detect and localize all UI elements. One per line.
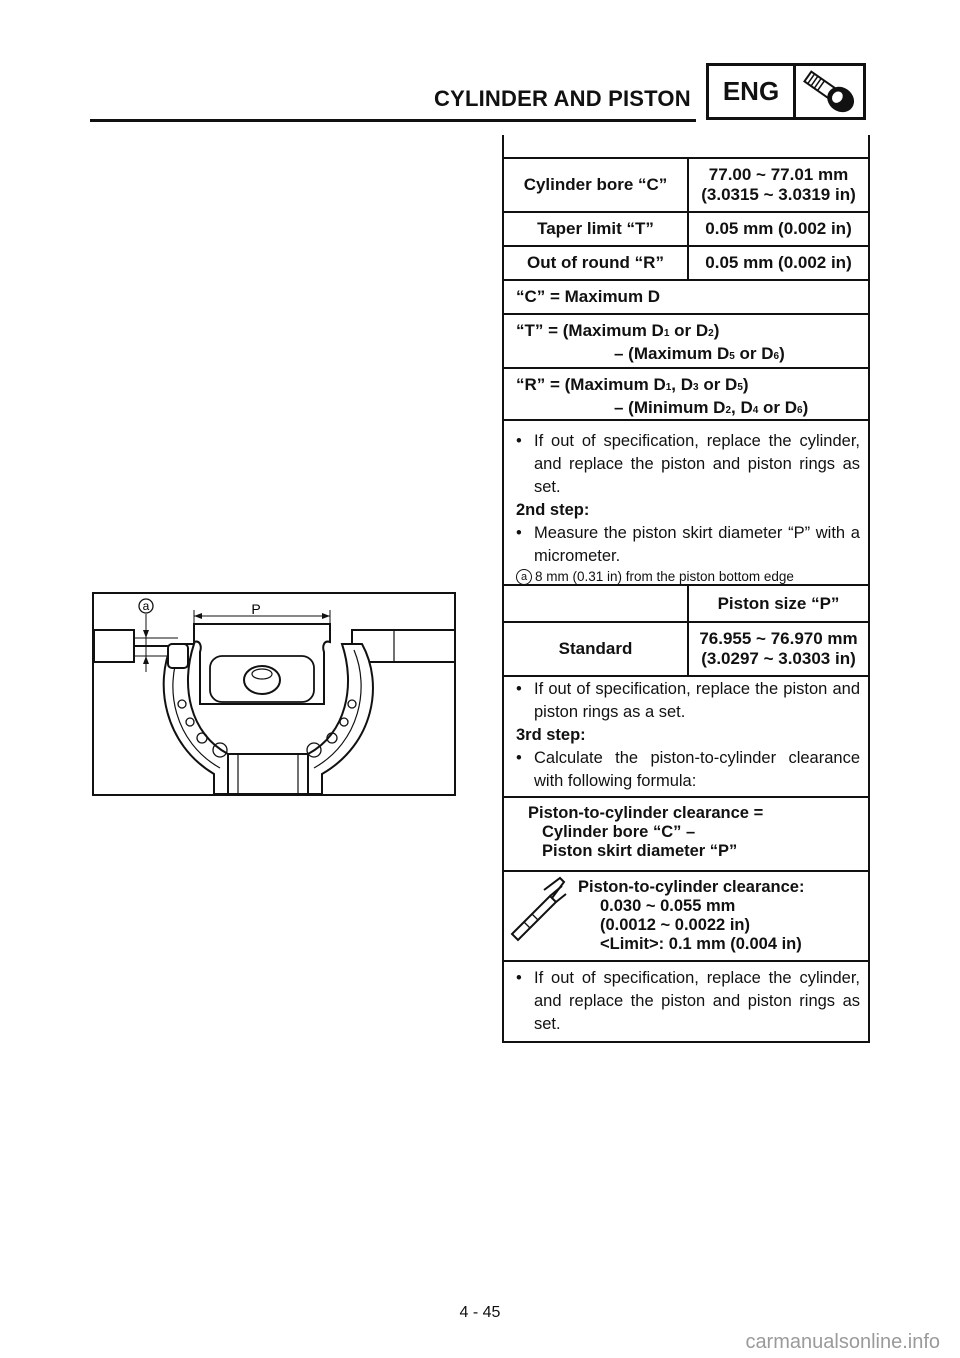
section-title: CYLINDER AND PISTON	[434, 86, 691, 111]
page-number: 4 - 45	[459, 1304, 501, 1321]
instructions-block-2	[516, 678, 860, 793]
piston-size-value: 76.955 ~ 76.970 mm (3.0297 ~ 3.0303 in)	[699, 629, 858, 668]
wrench-icon	[796, 66, 863, 117]
taper-limit-label: Taper limit “T”	[504, 213, 689, 245]
divider	[504, 675, 868, 677]
micrometer-figure	[92, 592, 456, 796]
bullet-measure-skirt: • Measure the piston skirt diameter “P” with a micrometer.	[516, 522, 860, 568]
bullet-replace-piston: • If out of specification, replace the piston and piston rings as a set.	[516, 678, 860, 724]
formula-r: “R” = (Maximum D1, D3 or D5) – (Minimum D2, D4 or D6)	[504, 367, 868, 419]
label-p: P	[251, 601, 261, 617]
formula-line-2: Cylinder bore “C” –	[542, 823, 696, 841]
formula-t: “T” = (Maximum D1 or D2) – (Maximum D5 or D6)	[504, 313, 868, 367]
eng-label: ENG	[709, 66, 796, 117]
cylinder-bore-value: 77.00 ~ 77.01 mm (3.0315 ~ 3.0319 in)	[701, 165, 856, 204]
table-row	[504, 211, 868, 245]
table-row	[504, 245, 868, 279]
divider	[504, 960, 868, 962]
taper-limit-value: 0.05 mm (0.002 in)	[705, 219, 852, 238]
spec-line-1: Piston-to-cylinder clearance:	[578, 878, 805, 896]
cylinder-bore-label: Cylinder bore “C”	[504, 159, 689, 211]
callout-a-icon: a	[516, 569, 532, 585]
bullet-calculate-clearance: • Calculate the piston-to-cylinder clearance with following formula:	[516, 747, 860, 793]
piston-size-header: Piston size “P”	[717, 593, 840, 613]
spec-line-2: 0.030 ~ 0.055 mm	[600, 897, 736, 915]
bullet-replace-cylinder: • If out of specification, replace the cylinder, and replace the piston and piston rings as set.	[516, 430, 860, 499]
table-row	[504, 157, 868, 211]
formula-c: “C” = Maximum D	[504, 279, 868, 313]
caliper-icon	[504, 872, 578, 954]
clearance-formula-box	[504, 796, 868, 870]
note-a-text: 8 mm (0.31 in) from the piston bottom edge	[535, 569, 794, 584]
section-badge	[706, 63, 866, 120]
instructions-block-3	[516, 967, 860, 1036]
instructions-block-1	[516, 430, 860, 586]
table-row	[504, 621, 868, 675]
standard-label: Standard	[504, 623, 689, 675]
table-row	[504, 584, 868, 621]
formula-line-3: Piston skirt diameter “P”	[542, 842, 738, 860]
formula-line-1: Piston-to-cylinder clearance =	[528, 804, 764, 822]
watermark: carmanualsonline.info	[745, 1331, 940, 1353]
step-3-heading: 3rd step:	[516, 726, 586, 744]
out-of-round-label: Out of round “R”	[504, 247, 689, 279]
clearance-spec-box	[504, 870, 868, 960]
header-rule	[90, 119, 696, 122]
spec-line-4: <Limit>: 0.1 mm (0.004 in)	[600, 935, 802, 953]
spec-line-3: (0.0012 ~ 0.0022 in)	[600, 916, 750, 934]
label-a: a	[142, 599, 150, 613]
divider	[504, 419, 868, 421]
step-2-heading: 2nd step:	[516, 501, 590, 519]
out-of-round-value: 0.05 mm (0.002 in)	[705, 253, 852, 272]
spec-column	[502, 135, 870, 1043]
bullet-replace-cylinder-final: • If out of specification, replace the cylinder, and replace the piston and piston rings as set.	[516, 967, 860, 1036]
